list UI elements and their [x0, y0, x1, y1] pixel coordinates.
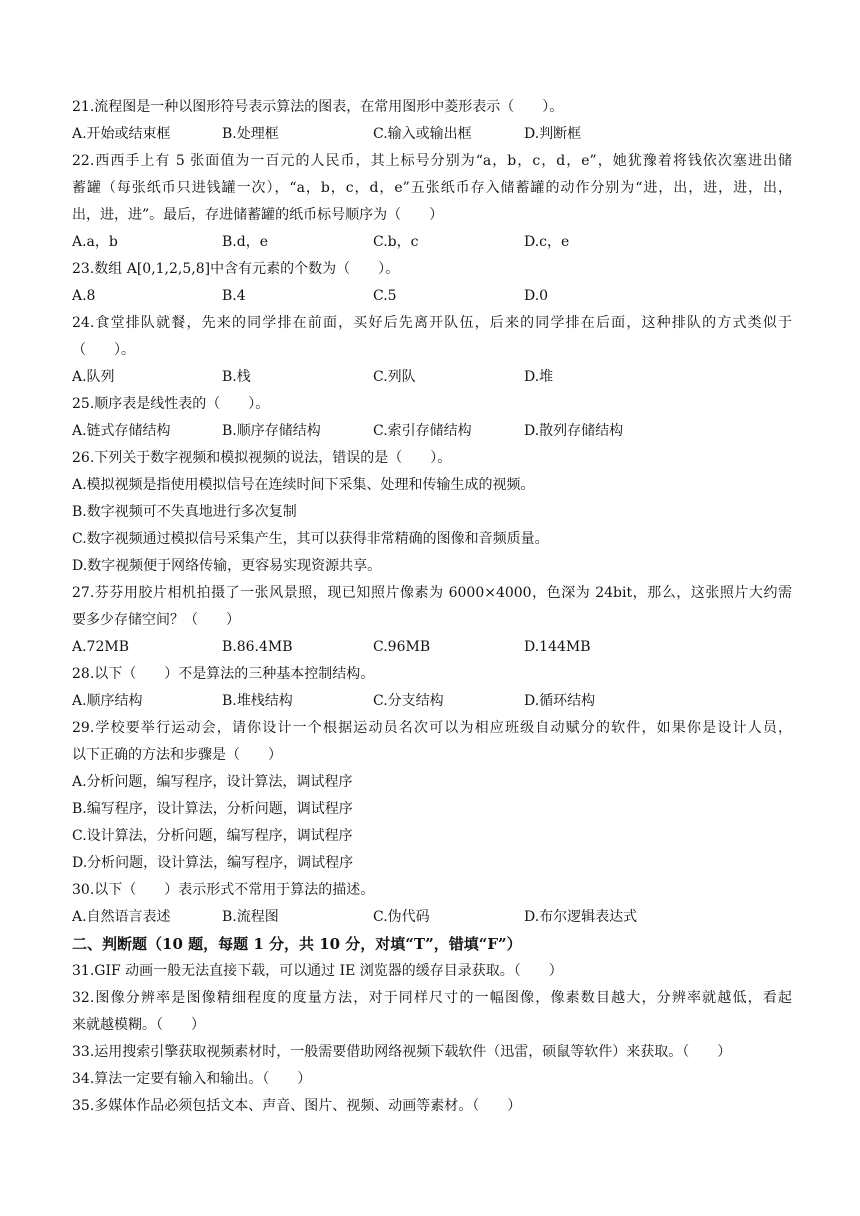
option-a: A.a，b [72, 234, 118, 250]
question-28-stem: 28.以下（ ）不是算法的三种基本控制结构。 [72, 666, 375, 682]
question-32-line-1: 32.图像分辨率是图像精细程度的度量方法，对于同样尺寸的一幅图像，像素数目越大，分辨率就越低，看起 [72, 990, 792, 1006]
option-b: B.栈 [222, 369, 251, 385]
question-26-option-b: B.数字视频可不失真地进行多次复制 [72, 504, 297, 520]
question-30-stem: 30.以下（ ）表示形式不常用于算法的描述。 [72, 882, 375, 898]
option-d: D.堆 [524, 369, 554, 385]
question-29-option-b: B.编写程序，设计算法，分析问题，调试程序 [72, 801, 353, 817]
option-d: D.0 [524, 288, 549, 304]
question-26-option-a: A.模拟视频是指使用模拟信号在连续时间下采集、处理和传输生成的视频。 [72, 477, 535, 493]
option-c: C.伪代码 [373, 909, 430, 925]
option-b: B.流程图 [222, 909, 279, 925]
option-a: A.链式存储结构 [72, 423, 171, 439]
question-29-option-d: D.分析问题，设计算法，编写程序，调试程序 [72, 855, 354, 871]
option-a: A.72MB [72, 639, 129, 655]
option-d: D.144MB [524, 639, 591, 655]
option-d: D.循环结构 [524, 693, 596, 709]
option-a: A.自然语言表述 [72, 909, 171, 925]
question-33: 33.运用搜索引擎获取视频素材时，一般需要借助网络视频下载软件（迅雷，硕鼠等软件）来获取。（ ） [72, 1044, 732, 1060]
option-c: C.分支结构 [373, 693, 444, 709]
option-b: B.顺序存储结构 [222, 423, 321, 439]
question-27-stem-line-2: 要多少存储空间？（ ） [72, 612, 240, 628]
question-24-options [72, 367, 792, 387]
question-22-stem-line-2: 蓄罐（每张纸币只进钱罐一次），“a，b，c，d，e”五张纸币存入储蓄罐的动作分别为“进，出，进，进，出， [72, 180, 792, 196]
question-25-options [72, 421, 792, 441]
option-c: C.b，c [373, 234, 419, 250]
question-22-stem-line-3: 出，进，进”。最后，存进储蓄罐的纸币标号顺序为（ ） [72, 207, 444, 223]
question-29-stem-line-1: 29.学校要举行运动会，请你设计一个根据运动员名次可以为相应班级自动赋分的软件，如果你是设计人员， [72, 720, 792, 736]
question-24-stem-line-1: 24.食堂排队就餐，先来的同学排在前面，买好后先离开队伍，后来的同学排在后面，这种排队的方式类似于 [72, 315, 792, 331]
option-b: B.处理框 [222, 126, 279, 142]
option-a: A.顺序结构 [72, 693, 143, 709]
question-31: 31.GIF 动画一般无法直接下载，可以通过 IE 浏览器的缓存目录获取。（ ） [72, 963, 563, 979]
question-23-options [72, 286, 792, 306]
question-21-stem: 21.流程图是一种以图形符号表示算法的图表，在常用图形中菱形表示（ ）。 [72, 99, 564, 115]
question-29-option-c: C.设计算法，分析问题，编写程序，调试程序 [72, 828, 353, 844]
option-d: D.散列存储结构 [524, 423, 624, 439]
option-b: B.86.4MB [222, 639, 293, 655]
option-b: B.d，e [222, 234, 268, 250]
option-a: A.开始或结束框 [72, 126, 171, 142]
option-d: D.判断框 [524, 126, 582, 142]
option-c: C.索引存储结构 [373, 423, 472, 439]
question-34: 34.算法一定要有输入和输出。（ ） [72, 1071, 312, 1087]
question-25-stem: 25.顺序表是线性表的（ ）。 [72, 396, 270, 412]
question-27-options [72, 637, 792, 657]
option-d: D.布尔逻辑表达式 [524, 909, 638, 925]
question-21-options [72, 124, 792, 144]
question-29-option-a: A.分析问题，编写程序，设计算法，调试程序 [72, 774, 353, 790]
question-35: 35.多媒体作品必须包括文本、声音、图片、视频、动画等素材。（ ） [72, 1098, 522, 1114]
question-26-stem: 26.下列关于数字视频和模拟视频的说法，错误的是（ ）。 [72, 450, 452, 466]
question-23-stem: 23.数组 A[0,1,2,5,8]中含有元素的个数为（ ）。 [72, 261, 400, 277]
option-c: C.5 [373, 288, 397, 304]
question-24-stem-line-2: （ ）。 [72, 342, 135, 358]
question-22-stem-line-1: 22.西西手上有 5 张面值为一百元的人民币，其上标号分别为“a，b，c，d，e”，她犹豫着将钱依次塞进出储 [72, 153, 792, 169]
question-30-options [72, 907, 792, 927]
question-29-stem-line-2: 以下正确的方法和步骤是（ ） [72, 747, 282, 763]
option-c: C.输入或输出框 [373, 126, 472, 142]
question-32-line-2: 来就越模糊。（ ） [72, 1017, 205, 1033]
option-a: A.队列 [72, 369, 115, 385]
question-27-stem-line-1: 27.芬芬用胶片相机拍摄了一张风景照，现已知照片像素为 6000×4000，色深为 24bit，那么，这张照片大约需 [72, 585, 792, 601]
question-26-option-c: C.数字视频通过模拟信号采集产生，其可以获得非常精确的图像和音频质量。 [72, 531, 549, 547]
option-a: A.8 [72, 288, 96, 304]
section-2-heading: 二、判断题（10 题，每题 1 分，共 10 分，对填“T”，错填“F”） [72, 935, 522, 953]
question-22-options [72, 232, 792, 252]
option-b: B.4 [222, 288, 246, 304]
question-28-options [72, 691, 792, 711]
option-c: C.96MB [373, 639, 431, 655]
option-c: C.列队 [373, 369, 416, 385]
option-d: D.c，e [524, 234, 570, 250]
question-26-option-d: D.数字视频便于网络传输，更容易实现资源共享。 [72, 558, 382, 574]
option-b: B.堆栈结构 [222, 693, 293, 709]
